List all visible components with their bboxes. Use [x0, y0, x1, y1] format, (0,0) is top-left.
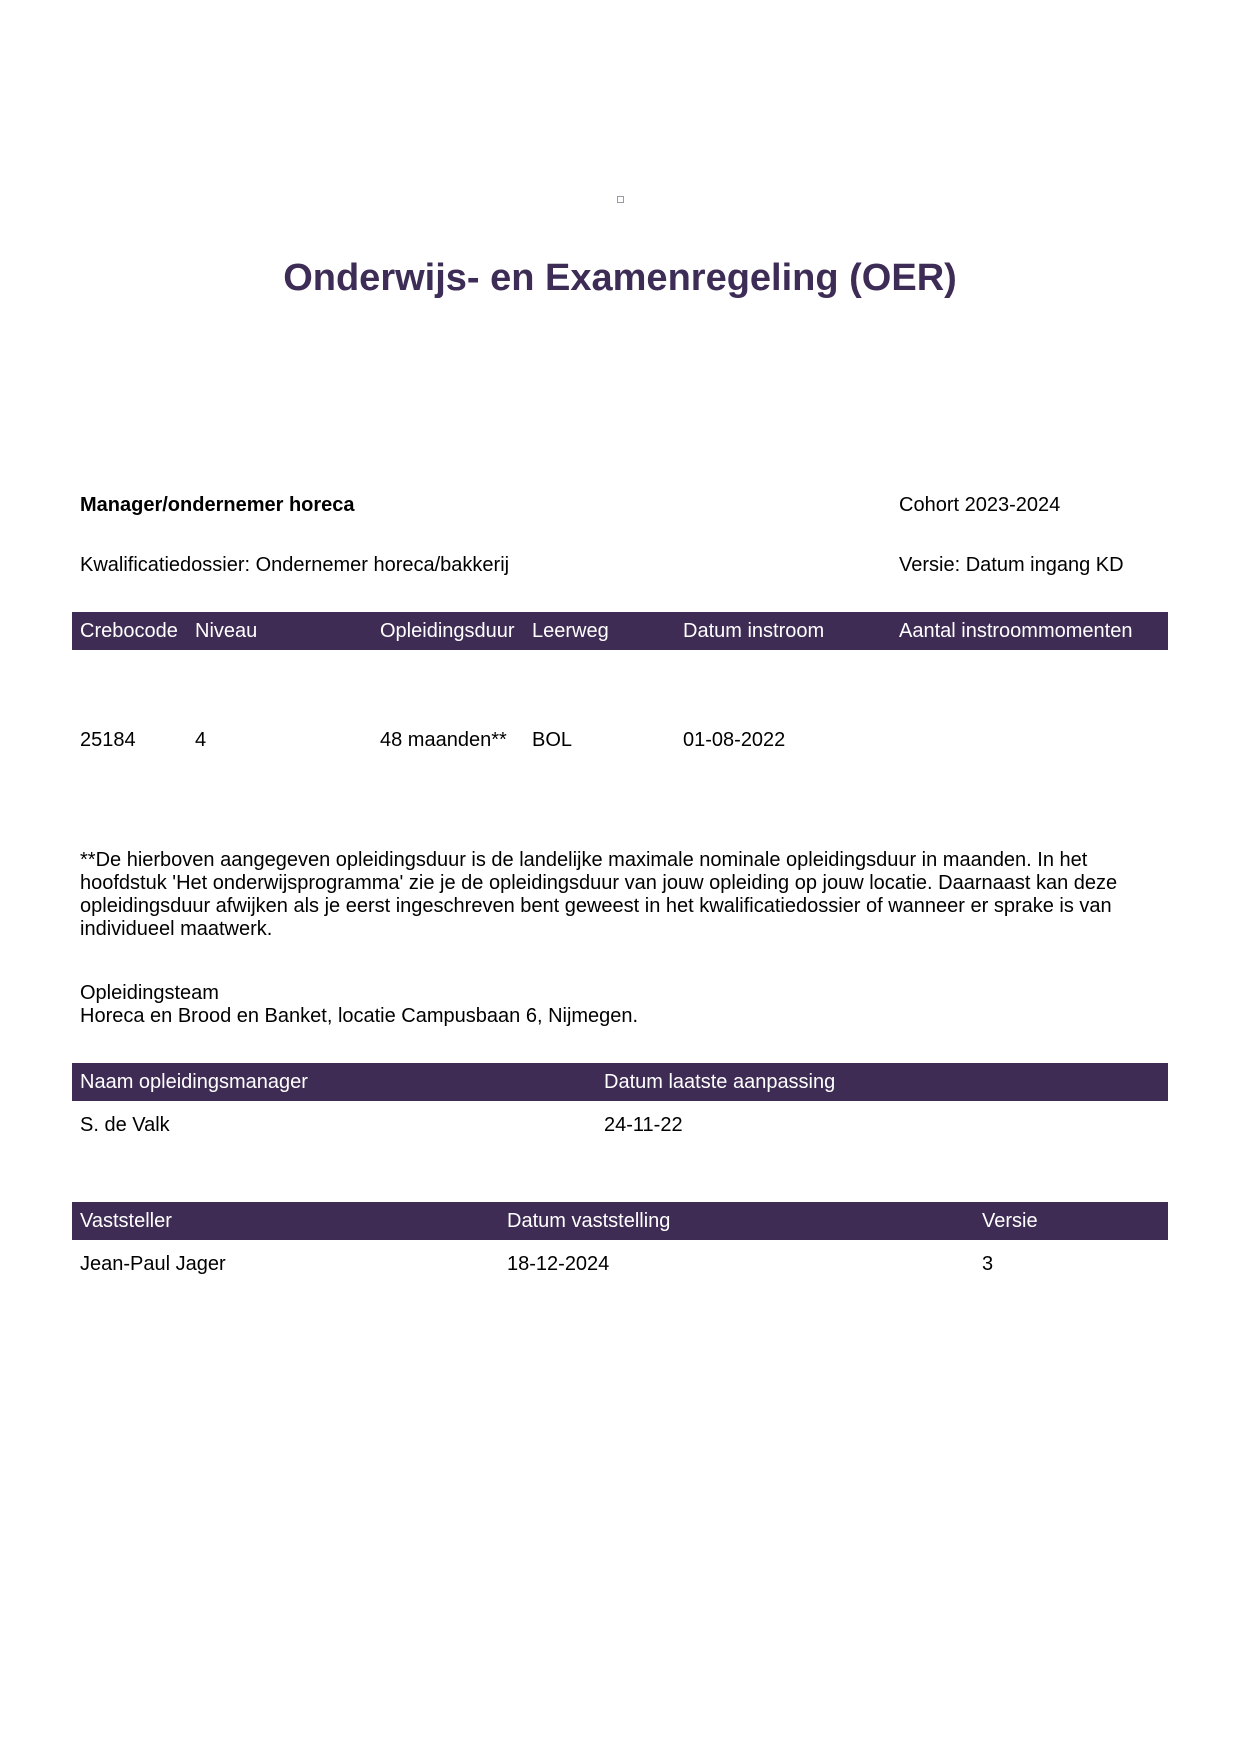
column-header-aantal-instroommomenten: Aantal instroommomenten: [899, 620, 1133, 642]
column-header-leerweg: Leerweg: [532, 620, 609, 642]
table-cell-opleidingsduur: 48 maanden**: [380, 729, 507, 751]
program-name: Manager/ondernemer horeca: [80, 494, 355, 516]
table-cell-datum-instroom: 01-08-2022: [683, 729, 786, 751]
column-header-opleidingsduur: Opleidingsduur: [380, 620, 515, 642]
table-cell-leerweg: BOL: [532, 729, 573, 751]
logo-placeholder-icon: [617, 196, 624, 203]
column-header-datum-instroom: Datum instroom: [683, 620, 825, 642]
duration-footnote: **De hierboven aangegeven opleidingsduur is de landelijke maximale nominale opleidingsduur in maanden. In het hoofdstuk 'Het onderwijsprogramma' zie je de opleidingsduur van jouw opleiding op jouw locatie. Daarnaast kan deze opleidingsduur afwijken als je eerst ingeschreven bent geweest in het kwalificatiedossier of wanneer er sprake is van individueel maatwerk.: [80, 849, 1118, 940]
approval-table-header: [72, 1202, 1168, 1240]
team-heading: Opleidingsteam: [80, 982, 219, 1004]
column-header-naam-opleidingsmanager: Naam opleidingsmanager: [80, 1071, 308, 1093]
column-header-crebocode: Crebocode: [80, 620, 178, 642]
table-cell-datum-vaststelling: 18-12-2024: [507, 1253, 610, 1275]
column-header-datum-vaststelling: Datum vaststelling: [507, 1210, 671, 1232]
column-header-versie: Versie: [982, 1210, 1038, 1232]
table-cell-niveau: 4: [195, 729, 207, 751]
column-header-datum-laatste-aanpassing: Datum laatste aanpassing: [604, 1071, 836, 1093]
column-header-vaststeller: Vaststeller: [80, 1210, 172, 1232]
table-cell-manager-name: S. de Valk: [80, 1114, 170, 1136]
table-cell-last-modified: 24-11-22: [604, 1114, 683, 1136]
column-header-niveau: Niveau: [195, 620, 258, 642]
team-description: Horeca en Brood en Banket, locatie Campusbaan 6, Nijmegen.: [80, 1005, 639, 1027]
version-note: Versie: Datum ingang KD: [899, 554, 1124, 576]
qualification-dossier: Kwalificatiedossier: Ondernemer horeca/bakkerij: [80, 554, 510, 576]
table-cell-crebocode: 25184: [80, 729, 136, 751]
document-title: Onderwijs- en Examenregeling (OER): [283, 257, 957, 299]
cohort: Cohort 2023-2024: [899, 494, 1061, 516]
table-cell-vaststeller: Jean-Paul Jager: [80, 1253, 226, 1275]
manager-table-header: [72, 1063, 1168, 1101]
table-cell-versie: 3: [982, 1253, 994, 1275]
program-table-header: [72, 612, 1168, 650]
